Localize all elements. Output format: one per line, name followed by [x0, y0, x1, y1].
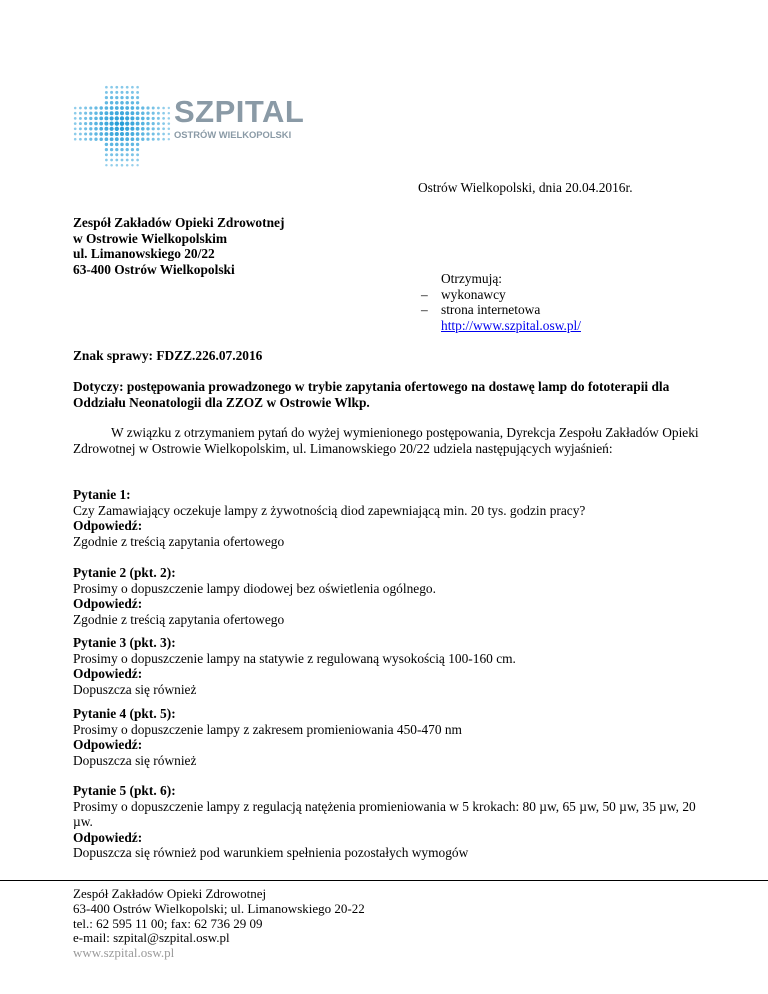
logo-dot [74, 112, 77, 115]
logo-dot [94, 111, 97, 114]
logo-dot [110, 96, 113, 99]
logo-dot [130, 127, 134, 131]
recipient-label: wykonawcy [441, 286, 506, 302]
logo-dot [136, 159, 139, 162]
logo-dot [121, 86, 124, 89]
logo-dot [79, 112, 82, 115]
logo-dot [126, 159, 129, 162]
logo-dot [131, 106, 135, 110]
answer-label: Odpowiedź: [73, 518, 143, 534]
logo-dot [126, 148, 129, 151]
logo-dot [94, 106, 97, 109]
logo-dot [115, 137, 119, 141]
logo-dot [99, 132, 103, 136]
footer-line: 63-400 Ostrów Wielkopolski; ul. Limanowskiego 20-22 [73, 900, 365, 916]
logo-dot [131, 101, 134, 104]
footer-divider [0, 880, 768, 881]
logo-dot [115, 96, 118, 99]
answer-text: Dopuszcza się również [73, 681, 197, 697]
logo-dot [152, 127, 155, 130]
logo-dot [141, 132, 145, 136]
logo-dot [110, 86, 113, 89]
logo-dot [99, 122, 103, 126]
logo-dot [120, 148, 123, 151]
logo-dot [125, 111, 129, 115]
logo-dot [105, 143, 108, 146]
logo-dot [168, 112, 170, 114]
logo-dot [89, 138, 92, 141]
question-text: Prosimy o dopuszczenie lampy diodowej bez oświetlenia ogólnego. [73, 580, 436, 596]
logo-dot [120, 121, 125, 126]
logo-dot [157, 112, 160, 115]
logo-dot [84, 122, 87, 125]
footer-website: www.szpital.osw.pl [73, 945, 175, 961]
logo-dot [99, 111, 103, 115]
answer-label: Odpowiedź: [73, 666, 143, 682]
logo-dot [131, 153, 134, 156]
answer-text: Dopuszcza się również pod warunkiem spełnienia pozostałych wymogów [73, 845, 469, 861]
logo-dot [168, 128, 171, 131]
logo-dot [120, 106, 124, 110]
logo-dot [110, 91, 113, 94]
logo-dot [115, 86, 118, 89]
logo-dot [162, 138, 165, 141]
logo-dot [130, 111, 134, 115]
logo-dot [120, 127, 124, 131]
logo-dot [74, 122, 77, 125]
logo-dot [105, 153, 108, 156]
logo-dot [110, 164, 113, 167]
question-text: Czy Zamawiający oczekuje lampy z żywotnością diod zapewniającą min. 20 tys. godzin pracy? [73, 502, 586, 518]
logo-dot [125, 137, 129, 141]
question-text: Prosimy o dopuszczenie lampy z zakresem promieniowania 450-470 nm [73, 721, 462, 737]
logo-dot [89, 132, 92, 135]
logo-dot [126, 91, 129, 94]
logo-dot [105, 137, 109, 141]
logo-dot [120, 111, 124, 115]
dash-bullet: – [421, 302, 428, 318]
logo-dot [105, 101, 108, 104]
date-line: Ostrów Wielkopolski, dnia 20.04.2016r. [418, 180, 633, 195]
logo-dot [74, 133, 77, 136]
logo-dot [74, 117, 77, 120]
dash-bullet: – [421, 286, 428, 302]
logo-dot [120, 153, 123, 156]
logo-dot [99, 137, 103, 141]
logo-dot [141, 127, 145, 131]
logo-dot [146, 117, 149, 120]
logo-dot [125, 143, 129, 147]
logo-dot [121, 159, 124, 162]
logo-dot [105, 164, 107, 166]
logo-dot [89, 106, 92, 109]
logo-dot [126, 96, 129, 99]
footer-line: Zespół Zakładów Opieki Zdrowotnej [73, 886, 267, 901]
answer-text: Dopuszcza się również [73, 752, 197, 768]
logo-dot [126, 86, 129, 89]
logo-dot [162, 127, 165, 130]
logo-dot [162, 107, 165, 110]
logo-dot [99, 127, 103, 131]
logo-dot [110, 159, 113, 162]
logo-dot [136, 106, 140, 110]
logo-dot [162, 117, 165, 120]
logo-dot [105, 106, 109, 110]
logo-dot [131, 86, 134, 89]
answer-text: Zgodnie z treścią zapytania ofertowego [73, 533, 285, 549]
question-text: Prosimy o dopuszczenie lampy na statywie z regulowaną wysokością 100-160 cm. [73, 650, 516, 666]
logo-dot [84, 117, 87, 120]
intro-paragraph: W związku z otrzymaniem pytań do wyżej wymienionego postępowania, Dyrekcja Zespołu Zakładów Opieki Zdrowotnej w Ostrowie Wielkopolskim, ul. Limanowskiego 20/22 udziela następujących wyjaśnień: [73, 425, 699, 456]
logo-dot [79, 122, 82, 125]
logo-dot [125, 127, 129, 131]
logo-dot [120, 101, 124, 105]
logo-dot [110, 111, 114, 115]
logo-dot [110, 153, 113, 156]
logo-dot [115, 148, 118, 151]
logo-dot [115, 127, 119, 131]
logo-dot [131, 148, 134, 151]
logo-dot [94, 117, 98, 121]
logo-dot [136, 143, 139, 146]
logo-dot [126, 153, 129, 156]
logo-dot [131, 96, 134, 99]
logo-dot [125, 106, 129, 110]
recipient-item [421, 287, 581, 303]
logo-dot [146, 106, 149, 109]
logo-title: SZPITAL [174, 94, 305, 129]
logo-dot [126, 164, 129, 167]
logo-dot [120, 96, 123, 99]
qa-item [73, 635, 713, 697]
logo-dot [152, 138, 155, 141]
logo-dot [157, 107, 160, 110]
logo-dot [168, 133, 170, 135]
website-link[interactable]: http://www.szpital.osw.pl/ [441, 317, 581, 333]
qa-item [73, 565, 713, 627]
logo-dot [157, 133, 160, 136]
logo-dot [120, 132, 124, 136]
logo-dot [152, 107, 155, 110]
logo-dot [168, 122, 171, 125]
logo-dot [104, 132, 108, 136]
logo-dot [152, 122, 155, 125]
logo-dot [115, 121, 119, 125]
logo-dot [136, 86, 139, 89]
logo-dot [141, 111, 145, 115]
logo-dot [141, 106, 144, 109]
logo-dot [105, 91, 108, 94]
logo-dot [162, 133, 165, 136]
logo-dot [115, 111, 119, 115]
logo-dot [110, 127, 114, 131]
logo-dot [79, 133, 82, 136]
logo-dot [84, 112, 87, 115]
logo-dot [146, 122, 149, 125]
logo-dot [136, 137, 140, 141]
logo-dot [157, 117, 160, 120]
logo-dot [141, 122, 145, 126]
question-label: Pytanie 4 (pkt. 5): [73, 706, 176, 721]
logo-dot [105, 148, 108, 151]
subject: Dotyczy: postępowania prowadzonego w trybie zapytania ofertowego na dostawę lamp do fototerapii dla Oddziału Neonatologii dla ZZOZ w Ostrowie Wlkp. [73, 379, 670, 410]
footer [73, 887, 365, 961]
logo-dot [115, 132, 119, 136]
logo-dot [115, 101, 119, 105]
logo-dot [168, 138, 170, 140]
logo-dot [131, 164, 133, 166]
logo-dot [104, 122, 108, 126]
logo-dot [131, 159, 134, 162]
logo-dot [136, 122, 140, 126]
logo-subtitle: OSTRÓW WIELKOPOLSKI [174, 129, 292, 140]
logo-dot [136, 91, 139, 94]
logo-dot [110, 143, 114, 147]
logo-dot [168, 107, 170, 109]
logo-dot [146, 112, 149, 115]
logo-dot [152, 132, 155, 135]
logo-dot [130, 116, 134, 120]
logo-dot [104, 116, 108, 120]
logo-dot [94, 127, 98, 131]
logo-dot [99, 117, 103, 121]
logo-dot [115, 116, 119, 120]
logo-dot [130, 122, 134, 126]
recipients-list [421, 271, 581, 333]
logo-dot [136, 153, 139, 156]
logo-dot [141, 117, 145, 121]
logo-dot [99, 106, 102, 109]
logo-dot [115, 106, 119, 110]
logo-dot [152, 117, 155, 120]
logo-dot [105, 159, 108, 162]
logo-dot [136, 111, 140, 115]
sender-address [73, 215, 284, 277]
qa-item [73, 487, 713, 549]
logo-dot [131, 137, 135, 141]
logo-dot [116, 164, 119, 167]
question-label: Pytanie 3 (pkt. 3): [73, 635, 176, 650]
logo-dot [120, 137, 124, 141]
logo-dot [105, 96, 108, 99]
logo-dot [136, 101, 139, 104]
recipients-heading: Otrzymują: [441, 271, 502, 286]
sender-line: 63-400 Ostrów Wielkopolski [73, 261, 235, 277]
logo-dot [162, 112, 165, 115]
logo-dot [136, 164, 138, 166]
logo-dot [79, 127, 82, 130]
logo-dot [125, 116, 129, 120]
qa-item [73, 783, 713, 861]
sender-line: w Ostrowie Wielkopolskim [73, 230, 228, 246]
logo-dot [74, 127, 77, 130]
logo-dot [131, 143, 134, 146]
sender-line: ul. Limanowskiego 20/22 [73, 246, 215, 262]
logo-dot [141, 138, 144, 141]
logo-text [174, 96, 304, 140]
question-text: Prosimy o dopuszczenie lampy z regulacją natężenia promieniowania w 5 krokach: 80 µw, 65 µw, 50 µw, 35 µw, 20 µw. [73, 798, 696, 830]
logo-dot [89, 117, 92, 120]
logo-dot [89, 122, 92, 125]
answer-label: Odpowiedź: [73, 596, 143, 612]
logo-dot [115, 143, 119, 147]
logo-dot [74, 138, 77, 141]
logo-dot [121, 164, 124, 167]
logo-dot [74, 107, 77, 110]
answer-label: Odpowiedź: [73, 737, 143, 753]
logo-dot [120, 116, 124, 120]
logo-dot [115, 91, 118, 94]
sender-line: Zespół Zakładów Opieki Zdrowotnej [73, 215, 285, 230]
question-label: Pytanie 5 (pkt. 6): [73, 783, 176, 798]
logo-dot [136, 127, 140, 131]
logo-dot [84, 138, 87, 141]
logo-dot [89, 127, 92, 130]
logo-dot [131, 91, 134, 94]
logo-dot [146, 138, 149, 141]
logo-dot [110, 148, 113, 151]
logo-dot [168, 117, 171, 120]
logo-dot [146, 127, 149, 130]
logo-dot [105, 86, 108, 89]
logo-dot [125, 101, 129, 105]
answer-label: Odpowiedź: [73, 829, 143, 845]
logo-dot [109, 121, 113, 125]
recipient-item [421, 302, 581, 318]
logo-dot [120, 91, 123, 94]
logo-dot [84, 107, 87, 110]
answer-text: Zgodnie z treścią zapytania ofertowego [73, 611, 285, 627]
logo-dot [162, 122, 165, 125]
logo-dot [157, 127, 160, 130]
logo-dot [79, 138, 82, 141]
logo-dot [136, 96, 139, 99]
logo-dot [125, 121, 129, 125]
logo-dot [130, 132, 134, 136]
logo-dot [110, 106, 114, 110]
logo-dot [104, 111, 108, 115]
logo-dot [136, 117, 140, 121]
logo-dot [94, 138, 97, 141]
logo-dot [84, 132, 87, 135]
logo-dot [79, 107, 82, 110]
footer-email: e-mail: szpital@szpital.osw.pl [73, 930, 230, 946]
qa-item [73, 706, 713, 768]
logo-dot [110, 116, 114, 120]
recipient-label: strona internetowa [441, 302, 541, 318]
logo-dot [104, 127, 108, 131]
logo-dot [94, 122, 98, 126]
logo-dot [115, 153, 118, 156]
logo-dot [125, 132, 129, 136]
question-label: Pytanie 1: [73, 487, 131, 502]
logo-dot [136, 132, 140, 136]
logo-dot [115, 159, 118, 162]
logo-dot [136, 148, 139, 151]
logo-dot [152, 112, 155, 115]
logo-dot [120, 143, 124, 147]
logo-dot [79, 117, 82, 120]
logo-dot [89, 112, 92, 115]
logo-dot [110, 132, 114, 136]
logo-dot [94, 132, 97, 135]
case-number: Znak sprawy: FDZZ.226.07.2016 [73, 348, 263, 363]
footer-line: tel.: 62 595 11 00; fax: 62 736 29 09 [73, 915, 263, 931]
logo-dot [110, 101, 113, 104]
logo-dot [110, 137, 114, 141]
logo-dot [157, 138, 160, 141]
logo-dot [84, 127, 87, 130]
logo-dot [157, 122, 160, 125]
question-label: Pytanie 2 (pkt. 2): [73, 565, 176, 580]
logo-dot [146, 132, 149, 135]
